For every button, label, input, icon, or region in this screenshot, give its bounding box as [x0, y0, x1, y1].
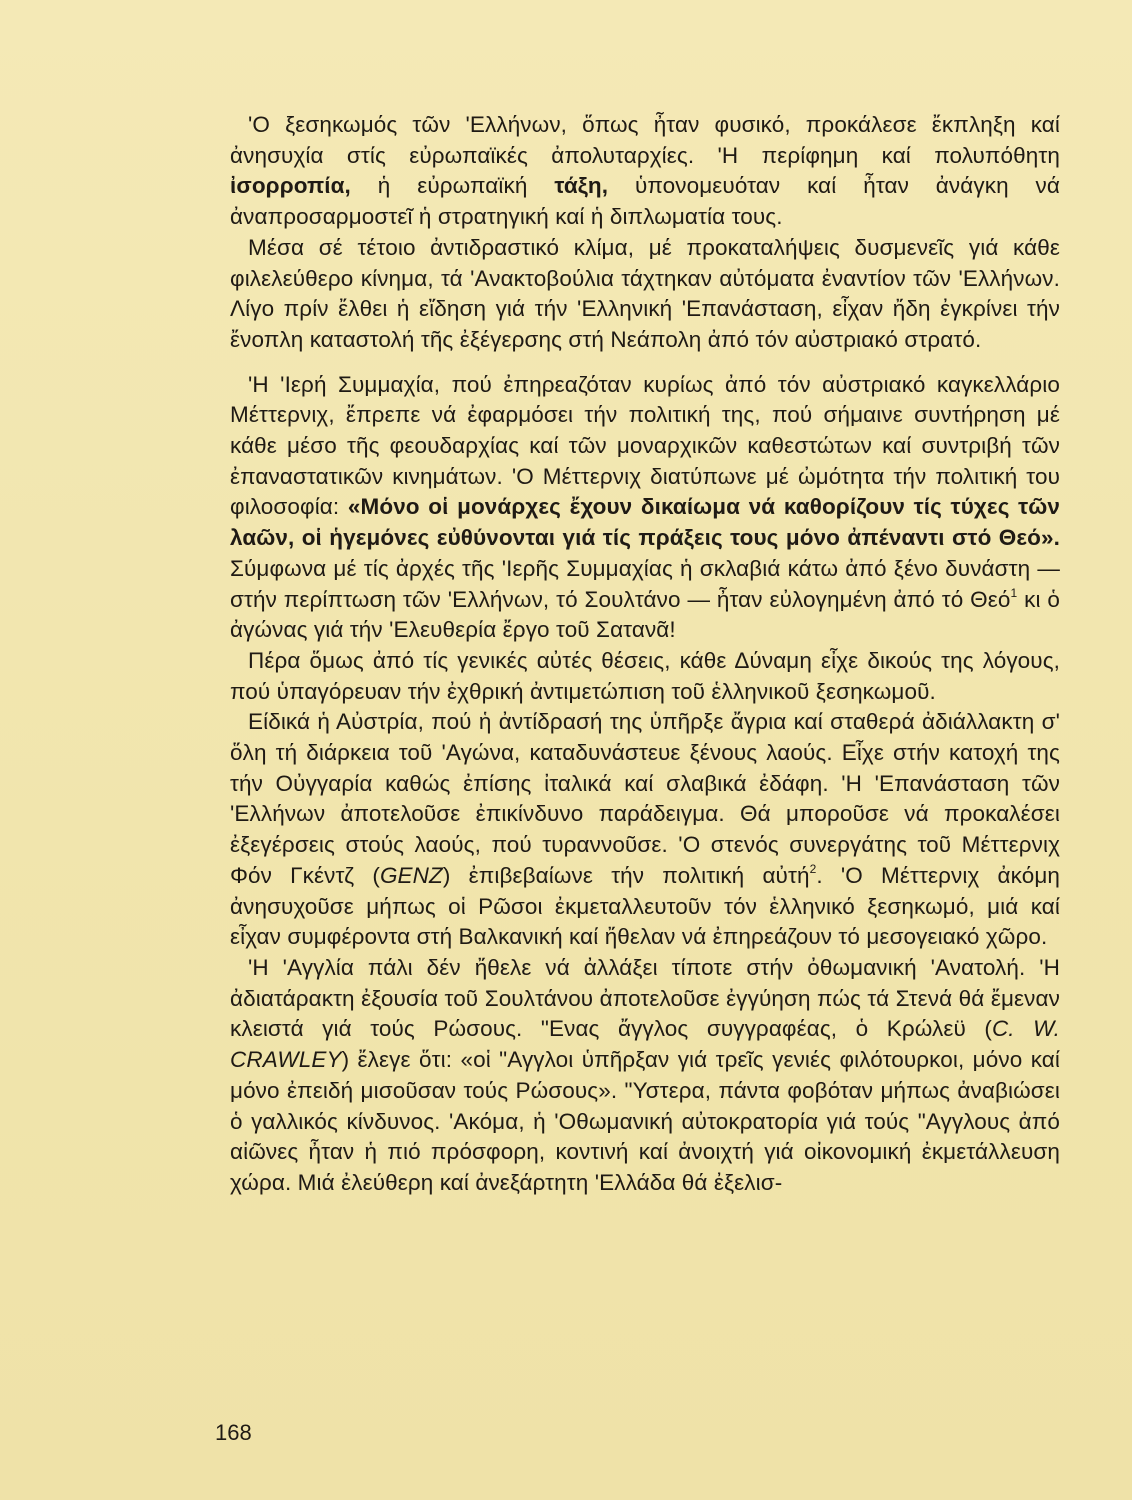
paragraph-p5	[230, 707, 1060, 953]
text-run: Είδικά ἡ Αὐστρία, πού ἡ ἀντίδρασή της ὑπῆρξε ἄγρια καί σταθερά ἀδιάλλακτη σ' ὅλη τή διάρκεια τοῦ 'Αγώνα, καταδυνάστευε ξένους λαούς. Εἶχε στήν κατοχή της τήν Οὐγγαρία καθώς ἐπίσης ἰταλικά καί σλαβικά ἐδάφη. 'Η 'Επανάσταση τῶν 'Ελλήνων ἀποτελοῦσε ἐπικίνδυνο παράδειγμα. Θά μποροῦσε νά προκαλέσει ἐξεγέρσεις στούς λαούς, πού τυραννοῦσε. 'Ο στενός συνεργάτης τοῦ Μέττερνιχ Φόν Γκέντζ (	[230, 709, 1060, 888]
page-number: 168	[215, 1420, 252, 1445]
text-run: κι ὁ ἀγώνας γιά τήν 'Ελευθερία ἔργο τοῦ Σατανᾶ!	[230, 586, 1060, 643]
italic-text: C. W. CRAWLEY	[230, 1016, 1060, 1073]
body-text	[230, 110, 1060, 1199]
footnote-ref: 2	[809, 862, 817, 877]
bold-text: ἰσορροπία,	[230, 173, 351, 199]
paragraph-p3	[230, 370, 1060, 646]
paragraph-p4	[230, 646, 1060, 707]
text-run: ὑπονομευόταν καί ἦταν ἀνάγκη νά ἀναπροσαρμοστεῖ ἡ στρατηγική καί ἡ διπλωματία τους.	[230, 173, 1060, 230]
text-run: ἡ εὐρωπαϊκή	[350, 173, 555, 199]
bold-text: «Μόνο οἱ μονάρχες ἔχουν δικαίωμα νά καθορίζουν τίς τύχες τῶν λαῶν, οἱ ἡγεμόνες εὐθύνονται γιά τίς πράξεις τους μόνο ἀπέναντι στό Θεό».	[230, 494, 1060, 551]
text-run: Πέρα ὅμως ἀπό τίς γενικές αὐτές θέσεις, κάθε Δύναμη εἶχε δικούς της λόγους, πού ὑπαγόρευαν τήν ἐχθρική ἀντιμετώπιση τοῦ ἑλληνικοῦ ξεσηκωμοῦ.	[230, 647, 1060, 704]
footnote-ref: 1	[1010, 586, 1018, 601]
italic-text: GENZ	[379, 862, 443, 888]
text-run: 'Η 'Ιερή Συμμαχία, πού ἐπηρεαζόταν κυρίως ἀπό τόν αὐστριακό καγκελλάριο Μέττερνιχ, ἔπρεπε νά ἐφαρμόσει τήν πολιτική της, πού σήμαινε συντήρηση μέ κάθε μέσο τῆς φεουδαρχίας καί τῶν μοναρχικῶν καθεστώτων καί συντριβή τῶν ἐπαναστατικῶν κινημάτων. 'Ο Μέττερνιχ διατύπωνε μέ ὠμότητα τήν πολιτική του φιλοσοφία:	[230, 371, 1060, 520]
paragraph-p6	[230, 953, 1060, 1199]
paragraph-p1	[230, 110, 1060, 233]
text-run: 'Η 'Αγγλία πάλι δέν ἤθελε νά ἀλλάξει τίποτε στήν ὀθωμανική 'Ανατολή. 'Η ἀδιατάρακτη ἐξουσία τοῦ Σουλτάνου ἀποτελοῦσε ἐγγύηση πώς τά Στενά θά ἔμεναν κλειστά γιά τούς Ρώσους. "Ενας ἄγγλος συγγραφέας, ὁ Κρώλεϋ (	[230, 954, 1060, 1042]
text-run: . 'Ο Μέττερνιχ ἀκόμη ἀνησυχοῦσε μήπως οἱ Ρῶσοι ἐκμεταλλευτοῦν τόν ἑλληνικό ξεσηκωμό, μιά καί εἶχαν συμφέροντα στή Βαλκανική καί ἤθελαν νά ἐπηρεάζουν τό μεσογειακό χῶρο.	[230, 862, 1060, 950]
text-run: ) ἔλεγε ὅτι: «οἱ "Αγγλοι ὑπῆρξαν γιά τρεῖς γενιές φιλότουρκοι, μόνο καί μόνο ἐπειδή μισοῦσαν τούς Ρώσους». "Υστερα, πάντα φοβόταν μήπως ἀναβιώσει ὁ γαλλικός κίνδυνος. 'Ακόμα, ἡ 'Οθωμανική αὐτοκρατορία γιά τούς "Αγγλους ἀπό αἰῶνες ἦταν ἡ πιό πρόσφορη, κοντινή καί ἀνοιχτή γιά οἰκονομική ἐκμετάλλευση χώρα. Μιά ἐλεύθερη καί ἀνεξάρτητη 'Ελλάδα θά ἐξελισ-	[230, 1047, 1060, 1195]
text-run: 'Ο ξεσηκωμός τῶν 'Ελλήνων, ὅπως ἦταν φυσικό, προκάλεσε ἔκπληξη καί ἀνησυχία στίς εὐρωπαϊκές ἀπολυταρχίες. 'Η περίφημη καί πολυπόθητη	[230, 112, 1060, 168]
bold-text: τάξη,	[554, 173, 609, 199]
text-run: Μέσα σέ τέτοιο ἀντιδραστικό κλίμα, μέ προκαταλήψεις δυσμενεῖς γιά κάθε φιλελεύθερο κίνημα, τά 'Ανακτοβούλια τάχτηκαν αὐτόματα ἐναντίον τῶν 'Ελλήνων. Λίγο πρίν ἔλθει ἡ εἴδηση γιά τήν 'Ελληνική 'Επανάσταση, εἶχαν ἤδη ἐγκρίνει τήν ἔνοπλη καταστολή τῆς ἐξέγερσης στή Νεάπολη ἀπό τόν αὐστριακό στρατό.	[230, 234, 1060, 352]
text-run: ) ἐπιβεβαίωνε τήν πολιτική αὐτή	[442, 862, 810, 888]
text-run: Σύμφωνα μέ τίς ἀρχές τῆς 'Ιερῆς Συμμαχίας ἡ σκλαβιά κάτω ἀπό ξένο δυνάστη — στήν περίπτωση τῶν 'Ελλήνων, τό Σουλτάνο — ἦταν εὐλογημένη ἀπό τό Θεό	[230, 555, 1060, 612]
paragraph-p2	[230, 233, 1060, 356]
